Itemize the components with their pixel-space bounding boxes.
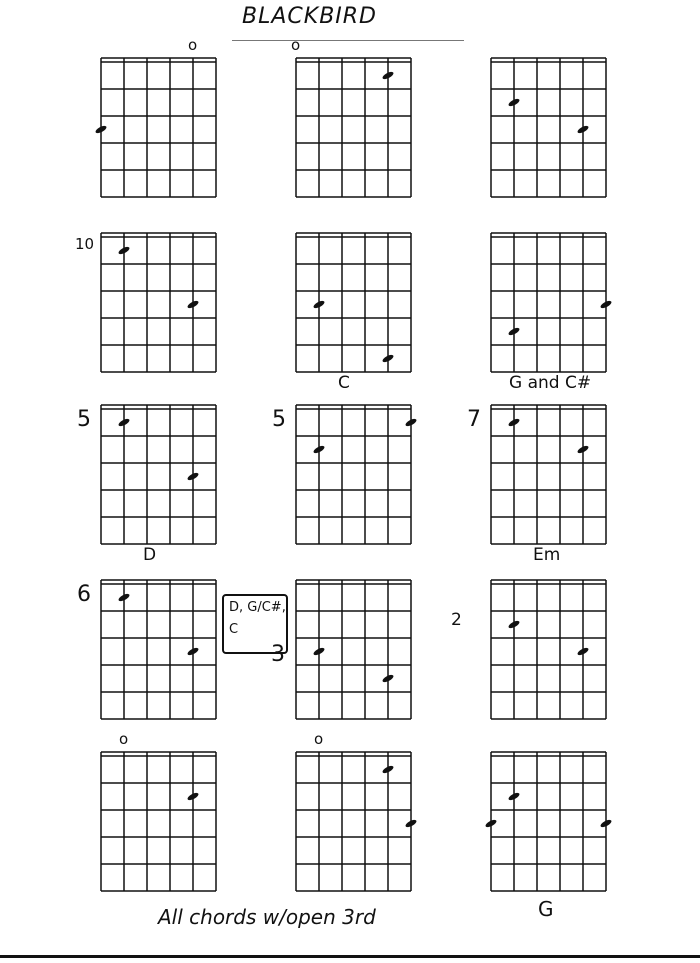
chord-diagram	[491, 58, 611, 203]
fretboard-grid	[296, 405, 416, 545]
fretboard-grid	[296, 233, 416, 373]
chord-diagram	[272, 405, 416, 550]
chord-diagram	[451, 580, 611, 725]
open-string-marker: o	[314, 730, 324, 748]
chord-diagram	[271, 580, 416, 725]
fret-number-label: 10	[75, 235, 95, 253]
note-box	[222, 594, 288, 654]
song-title: BLACKBIRD	[242, 4, 377, 29]
chord-diagram	[296, 730, 416, 897]
fretboard-grid	[491, 405, 611, 545]
fretboard-grid	[101, 752, 221, 892]
chord-diagram	[296, 233, 416, 393]
fretboard-grid	[101, 233, 221, 373]
chord-diagram	[291, 36, 416, 203]
open-string-marker: o	[291, 36, 301, 54]
fretboard-grid	[491, 752, 611, 892]
chord-diagram	[467, 405, 611, 565]
fret-number-label: 2	[451, 610, 462, 630]
fretboard-grid	[296, 58, 416, 198]
chord-diagram	[101, 36, 221, 203]
fretboard-grid	[101, 405, 221, 545]
footer-chord-name: G	[538, 897, 554, 921]
fretboard-grid	[491, 580, 611, 720]
fret-number-label: 6	[77, 582, 91, 607]
bottom-rule	[0, 955, 700, 958]
note-box-line1: D, G/C#,	[229, 600, 286, 615]
chord-diagram	[491, 752, 611, 897]
fretboard-grid	[296, 580, 416, 720]
open-string-marker: o	[188, 36, 198, 54]
fret-number-label: 3	[271, 642, 285, 667]
chord-name: C	[338, 373, 350, 393]
fretboard-grid	[491, 233, 611, 373]
fretboard-grid	[101, 58, 221, 198]
fret-number-label: 5	[77, 407, 91, 432]
fretboard-grid	[296, 752, 416, 892]
chord-name: G and C#	[509, 373, 592, 393]
chord-diagram	[75, 233, 221, 378]
note-box-line2: C	[229, 622, 239, 637]
footer-note: All chords w/open 3rd	[158, 905, 376, 929]
fret-number-label: 5	[272, 407, 286, 432]
open-string-marker: o	[119, 730, 129, 748]
title-underline	[232, 40, 464, 41]
chord-diagram	[491, 233, 611, 393]
chord-diagram	[101, 730, 221, 897]
chord-name: Em	[533, 545, 561, 565]
chord-diagram	[77, 405, 221, 565]
fretboard-grid	[101, 580, 221, 720]
fret-number-label: 7	[467, 407, 481, 432]
chord-name: D	[143, 545, 157, 565]
fretboard-grid	[491, 58, 611, 198]
chord-diagram	[77, 580, 221, 725]
